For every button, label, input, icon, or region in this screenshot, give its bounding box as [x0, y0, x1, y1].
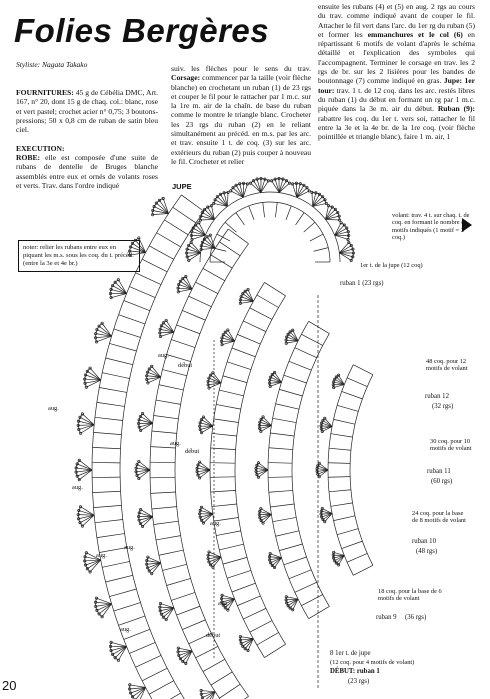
page-title: Folies Bergères [14, 12, 270, 49]
aug-marker: aug. [124, 544, 135, 551]
debut-ruban1-label: DÉBUT: ruban 1 [330, 668, 380, 675]
ruban10-rgs: (48 rgs) [416, 548, 438, 555]
col2-intro: suiv. les flèches pour le sens du trav. [171, 64, 311, 73]
aug-marker: aug. [170, 440, 181, 447]
ruban11-rgs: (60 rgs) [431, 478, 453, 485]
col3-p3: trav. 1 t. de 12 coq. dans les arc. restés libres du ruban (1) du début en formant un rg par 1 m.c. piquée dans la 3e m. air du début. [318, 85, 475, 114]
aug-marker: aug. [218, 600, 229, 607]
aug-marker: aug. [72, 484, 83, 491]
stylist-credit: Styliste: Nagata Takako [16, 60, 88, 69]
ruban12-rgs: (32 rgs) [432, 403, 454, 410]
fournitures-text: 45 g de Cébélia DMC, Art. 167, n° 20, dont 15 g de chaq. col.: blanc, rose et vert pastel; crochet acier n° 0,75; 3 boutons-pressions; 50 x 0,8 cm de ruban de satin bleu ciel. [16, 88, 158, 135]
volant-label: volant: trav. 4 t. sur chaq. t. de coq. en formant le nombre de motifs indiqués (1 motif = 3 coq.) [392, 212, 470, 242]
col3-p1: ensuite les rubans (4) et (5) en aug. 2 rgs au cours du trav. comme indiqué avant de couper le fil. Attacher le fil vert dans l'arc. du 1er rg du ruban (5) et former les [318, 2, 475, 39]
aug-marker: aug. [96, 552, 107, 559]
jupe-tour-label: Jupe: 1er tour: [318, 76, 475, 95]
page-number: 20 [2, 678, 17, 693]
note-box: noter: relier les rubans entre eux en piquant les m.s. sous les coq. du t. précéd. (entre la 3e et 4e br.) [18, 240, 140, 272]
aug-marker: aug. [158, 352, 169, 359]
ruban9-label: ruban 9 [376, 614, 397, 621]
ruban12-label: ruban 12 [425, 393, 449, 400]
ruban11-volant-label: 30 coq. pour 10 motifs de volant [430, 438, 472, 453]
ruban9-rgs: (36 rgs) [405, 614, 427, 621]
ruban1-label: ruban 1 (23 rgs) [340, 280, 384, 287]
ruban9-label: Ruban (9): [437, 104, 475, 114]
corsage-text: commencer par la taille (voir flèche blanche) en crochetant un ruban (1) de 23 rgs et couper le fil pour le rattacher par 1 m.c. sur la 1re m. air de la chaîn. de base du ruban comme le montre le triangle blanc. Crocheter les 23 rgs du ruban (2) en le reliant simultanément au précéd. en m.s. par les arc. et trav. ensuite 1 t. de coq. (3) sur les arc. extérieurs du ruban (2) puis couper à nouveau le fil. Crocheter et relier [171, 73, 311, 166]
emmanchures-label: emmanchures et le col (6) [367, 29, 463, 39]
first-jupe-row-label: 8 1er t. de jupe [330, 650, 371, 657]
corsage-label: Corsage: [171, 73, 201, 83]
ruban12-volant-label: 48 coq. pour 12 motifs de volant [426, 358, 468, 373]
col3-p4: rabattre les coq. du 1er t. vers soi, rattacher le fil entre la 3e et la 4e br. de la 1re coq. (voir flèche pointillée et triangle blanc), faire 1 m. air, 1 [318, 113, 475, 142]
first-jupe-row-detail: (12 coq. pour 4 motifs de volant) [330, 659, 415, 666]
robe-text: elle est composée d'une suite de rubans de dentelle de Bruges blanche assemblés entre eux et ornés de volants roses et verts. Trav. dans l'ordre indiqué [16, 153, 158, 190]
execution-label: EXECUTION: [16, 143, 65, 153]
aug-marker: aug. [210, 520, 221, 527]
first-jupe-label: 1er t. de la jupe (12 coq) [360, 262, 423, 269]
debut-marker: début [185, 448, 200, 455]
ruban10-volant-label: 24 coq. pour la base de 8 motifs de volant [412, 510, 466, 525]
debut-ruban1-rgs: (23 rgs) [348, 678, 370, 685]
jupe-title: JUPE [172, 182, 192, 191]
ruban11-label: ruban 11 [427, 468, 451, 475]
robe-label: ROBE: [16, 153, 41, 163]
ruban10-label: ruban 10 [412, 538, 436, 545]
aug-marker: aug. [48, 405, 59, 412]
col3-p2: en répartissant 6 motifs de volant d'après le schéma détaillé et l'explication des symboles qui l'accompagnent. Terminer le corsage en trav. les 2 rgs de br. sur les 2 lisières pour les bandes de boutonnage (7) comme indiqué en gras. [318, 29, 475, 86]
debut-marker: début [178, 362, 193, 369]
aug-marker: aug. [120, 626, 131, 633]
fournitures-label: FOURNITURES: [16, 88, 74, 97]
debut-marker: début [206, 632, 221, 639]
ruban9-volant-label: 18 coq. pour la base de 6 motifs de volant [378, 588, 442, 603]
